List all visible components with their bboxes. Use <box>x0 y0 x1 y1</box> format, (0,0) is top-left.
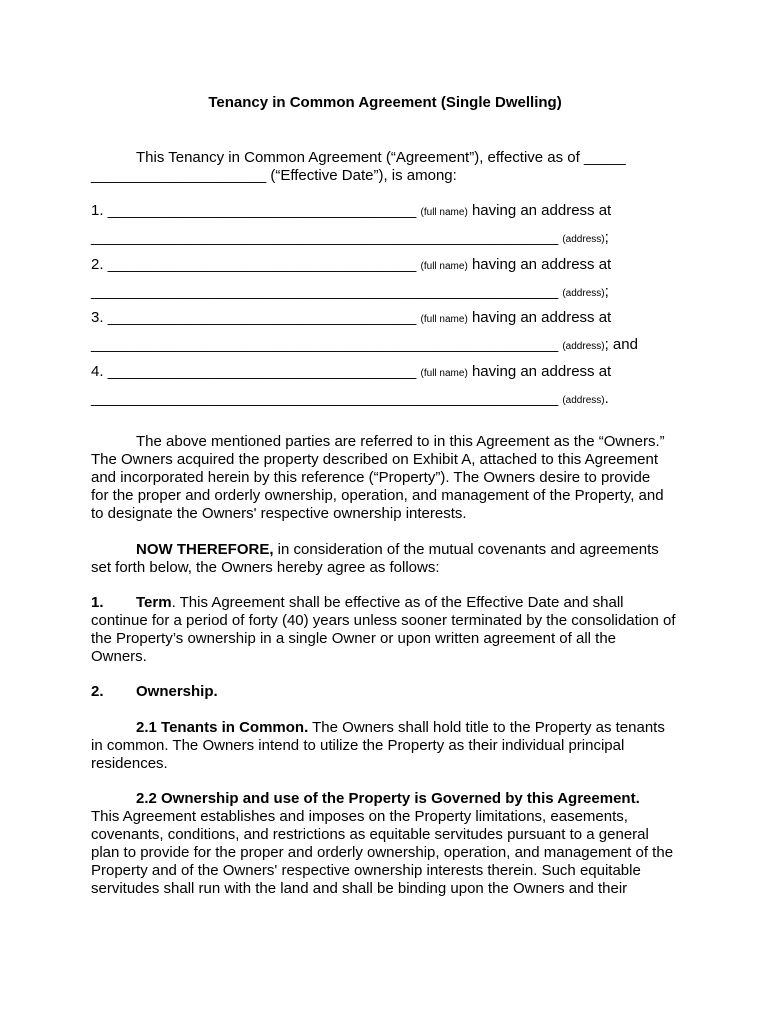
address-intro: having an address at <box>471 202 612 219</box>
name-blank: _____________________________________ <box>107 256 417 273</box>
section-number: 1. <box>91 594 104 611</box>
address-blank: ________________________________________________________ <box>91 283 559 300</box>
paragraph-line: The above mentioned parties are referred to in this Agreement as the “Owners.” <box>136 433 665 450</box>
line-end: . <box>604 390 609 407</box>
now-therefore-bold: NOW THEREFORE, <box>136 541 274 558</box>
paragraph-line: covenants, conditions, and restrictions as equitable servitudes pursuant to a general <box>91 826 649 843</box>
name-hint: (full name) <box>420 261 468 272</box>
paragraph-line: continue for a period of forty (40) years unless sooner terminated by the consolidation of <box>91 612 676 629</box>
party-1-address-line <box>91 229 609 249</box>
subsection-text: The Owners shall hold title to the Property as tenants <box>308 719 665 736</box>
paragraph-line: plan to provide for the proper and orderly ownership, operation, and management of the <box>91 844 674 861</box>
section-number: 2. <box>91 683 104 700</box>
section-2-1 <box>91 719 691 773</box>
party-1-name-line <box>91 202 611 222</box>
paragraph-line: to designate the Owners' respective ownership interests. <box>91 505 467 522</box>
now-therefore-rest: in consideration of the mutual covenants and agreements <box>273 541 659 558</box>
party-number: 4. <box>91 363 104 380</box>
paragraph-line: servitudes shall run with the land and shall be binding upon the Owners and their <box>91 880 628 897</box>
address-intro: having an address at <box>471 309 612 326</box>
name-hint: (full name) <box>420 368 468 379</box>
section-2-2 <box>91 790 691 898</box>
name-blank: _____________________________________ <box>107 202 417 219</box>
paragraph-line: This Agreement establishes and imposes on the Property limitations, easements, <box>91 808 628 825</box>
address-hint: (address) <box>562 234 605 245</box>
party-2-name-line <box>91 256 611 276</box>
address-blank: ________________________________________________________ <box>91 390 559 407</box>
section-2-heading <box>91 683 691 701</box>
subsection-heading: 2.2 Ownership and use of the Property is Governed by this Agreement. <box>136 790 640 807</box>
party-3-name-line <box>91 309 611 329</box>
paragraph-line: set forth below, the Owners hereby agree as follows: <box>91 559 440 576</box>
line-end: ; <box>604 229 609 246</box>
intro-line-1: This Tenancy in Common Agreement (“Agreement”), effective as of _____ <box>136 149 626 166</box>
name-blank: _____________________________________ <box>107 309 417 326</box>
paragraph-line: residences. <box>91 755 168 772</box>
section-text: . This Agreement shall be effective as of the Effective Date and shall <box>171 594 624 611</box>
party-number: 3. <box>91 309 104 326</box>
now-therefore-paragraph <box>91 541 691 577</box>
subsection-heading: 2.1 Tenants in Common. <box>136 719 309 736</box>
address-hint: (address) <box>562 288 605 299</box>
address-blank: ________________________________________________________ <box>91 229 559 246</box>
section-1-term <box>91 594 691 666</box>
intro-line-2: _____________________ (“Effective Date”), is among: <box>91 167 457 184</box>
section-heading: Term <box>136 594 172 611</box>
line-end: ; <box>604 283 609 300</box>
name-hint: (full name) <box>420 207 468 218</box>
address-blank: ________________________________________________________ <box>91 336 559 353</box>
paragraph-line: Owners. <box>91 648 147 665</box>
party-4-name-line <box>91 363 611 383</box>
party-number: 1. <box>91 202 104 219</box>
paragraph-line: the Property’s ownership in a single Owner or upon written agreement of all the <box>91 630 617 647</box>
address-hint: (address) <box>562 341 605 352</box>
address-intro: having an address at <box>471 363 612 380</box>
party-4-address-line <box>91 390 609 410</box>
party-number: 2. <box>91 256 104 273</box>
document-title: Tenancy in Common Agreement (Single Dwelling) <box>208 94 562 111</box>
section-heading: Ownership. <box>136 683 218 700</box>
paragraph-line: in common. The Owners intend to utilize the Property as their individual principal <box>91 737 625 754</box>
paragraph-line: and incorporated herein by this reference (“Property”). The Owners desire to provide <box>91 469 651 486</box>
paragraph-line: Property and of the Owners' respective ownership interests therein. Such equitable <box>91 862 641 879</box>
name-hint: (full name) <box>420 314 468 325</box>
party-3-address-line <box>91 336 638 356</box>
owners-paragraph <box>91 433 691 523</box>
address-intro: having an address at <box>471 256 612 273</box>
line-end: ; and <box>604 336 638 353</box>
name-blank: _____________________________________ <box>107 363 417 380</box>
party-2-address-line <box>91 283 609 303</box>
address-hint: (address) <box>562 395 605 406</box>
paragraph-line: The Owners acquired the property described on Exhibit A, attached to this Agreement <box>91 451 658 468</box>
paragraph-line: for the proper and orderly ownership, operation, and management of the Property, and <box>91 487 664 504</box>
